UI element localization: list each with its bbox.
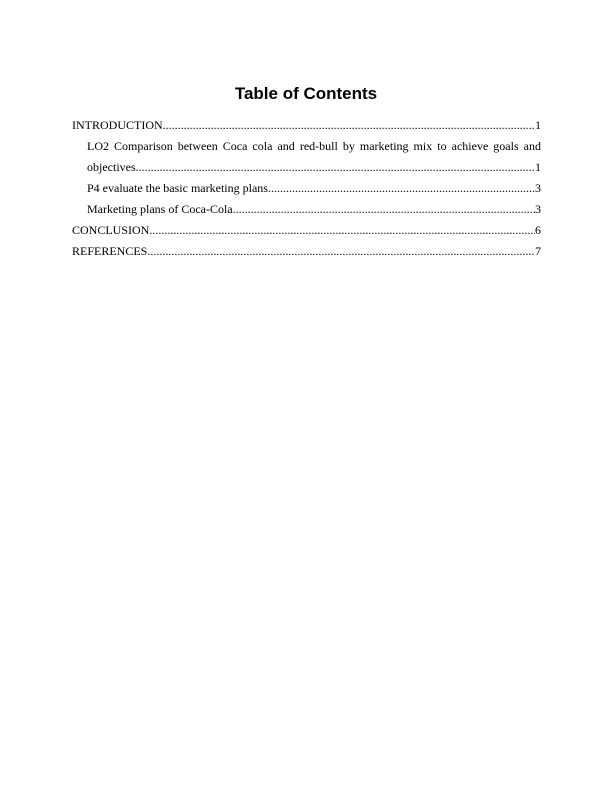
toc-entry-label: P4 evaluate the basic marketing plans (87, 181, 268, 195)
toc-page-number: 1 (535, 160, 541, 174)
toc-entry-label-line1: LO2 Comparison between Coca cola and red-bull by marketing mix to achieve goals and (87, 139, 541, 153)
toc-entry-references[interactable] (72, 241, 541, 262)
toc-page-number: 6 (535, 223, 541, 237)
toc-entry-p4-evaluate[interactable] (72, 178, 541, 199)
toc-entry-label-line2: objectives (87, 160, 136, 174)
toc-dot-leader (149, 220, 535, 241)
toc-entry-conclusion[interactable] (72, 220, 541, 241)
toc-title: Table of Contents (234, 84, 378, 103)
toc-dot-leader (233, 199, 535, 220)
toc-entry-label: INTRODUCTION (72, 118, 163, 132)
toc-page-number: 3 (535, 202, 541, 216)
toc-page-number: 3 (535, 181, 541, 195)
toc-dot-leader (147, 241, 535, 262)
toc-dot-leader (163, 115, 535, 136)
toc-dot-leader (136, 157, 535, 178)
toc-page-number: 7 (535, 244, 541, 258)
toc-list (72, 115, 541, 262)
toc-entry-label: REFERENCES (72, 244, 148, 258)
toc-page-number: 1 (535, 118, 541, 132)
toc-entry-lo2-comparison[interactable] (72, 136, 541, 178)
toc-dot-leader (268, 178, 535, 199)
toc-entry-marketing-plans[interactable] (72, 199, 541, 220)
toc-entry-label: Marketing plans of Coca-Cola (87, 202, 233, 216)
toc-entry-label: CONCLUSION (72, 223, 150, 237)
toc-entry-second-line (87, 157, 541, 178)
toc-entry-introduction[interactable] (72, 115, 541, 136)
